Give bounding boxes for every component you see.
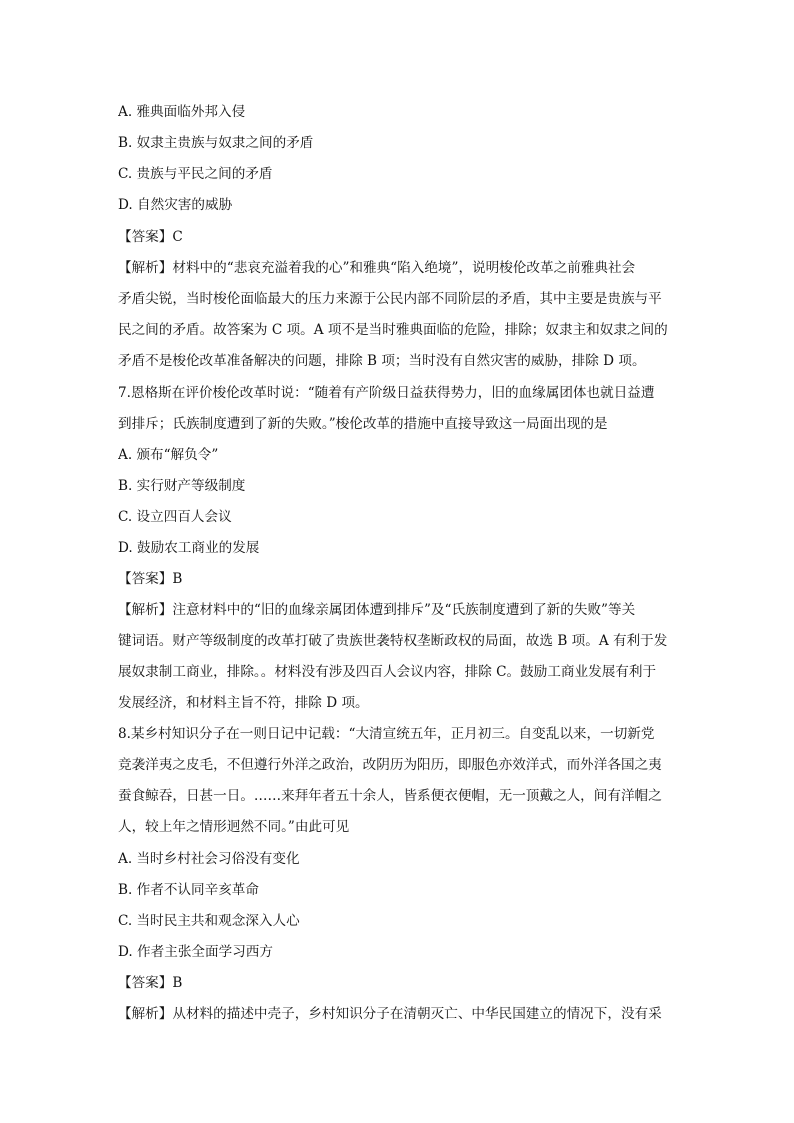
q8-answer: 【答案】B: [118, 975, 183, 991]
q7-analysis-line-2: 键词语。财产等级制度的改革打破了贵族世袭特权垄断政权的局面，故选 B 项。A 有利于发: [118, 633, 668, 649]
q6-option-c: C. 贵族与平民之间的矛盾: [118, 166, 273, 182]
q7-stem-line-1: 7.恩格斯在评价梭伦改革时说：“随着有产阶级日益获得势力，旧的血缘属团体也就日益遭: [118, 385, 655, 401]
q6-option-b: B. 奴隶主贵族与奴隶之间的矛盾: [118, 135, 314, 151]
q8-analysis-line-1: 【解析】从材料的描述中壳子，乡村知识分子在清朝灭亡、中华民国建立的情况下，没有采: [118, 1006, 662, 1022]
q8-option-c: C. 当时民主共和观念深入人心: [118, 913, 300, 929]
q8-option-a: A. 当时乡村社会习俗没有变化: [118, 851, 300, 867]
q7-option-b: B. 实行财产等级制度: [118, 478, 246, 494]
q8-stem-line-4: 人，较上年之情形迥然不同。”由此可见: [118, 819, 350, 835]
q8-stem-line-1: 8.某乡村知识分子在一则日记中记载：“大清宣统五年，正月初三。自变乱以来，一切新党: [118, 726, 655, 742]
q8-stem-line-2: 竞袭洋夷之皮毛，不但遵行外洋之政治，改阴历为阳历，即服色亦效洋式，而外洋各国之夷: [118, 757, 662, 773]
q6-option-a: A. 雅典面临外邦入侵: [118, 104, 246, 120]
q7-analysis-line-1: 【解析】注意材料中的“旧的血缘亲属团体遭到排斥”及“氏族制度遭到了新的失败”等关: [118, 602, 636, 618]
q6-analysis-line-2: 矛盾尖锐，当时梭伦面临最大的压力来源于公民内部不同阶层的矛盾，其中主要是贵族与平: [118, 291, 662, 307]
q7-option-a: A. 颁布“解负令”: [118, 447, 219, 463]
q8-option-d: D. 作者主张全面学习西方: [118, 944, 273, 960]
q7-answer: 【答案】B: [118, 571, 183, 587]
q6-option-d: D. 自然灾害的威胁: [118, 197, 233, 213]
q6-analysis-line-4: 矛盾不是梭伦改革准备解决的问题，排除 B 项；当时没有自然灾害的威胁，排除 D 项。: [118, 353, 646, 369]
q7-analysis-line-4: 发展经济，和材料主旨不符，排除 D 项。: [118, 695, 369, 711]
q7-option-c: C. 设立四百人会议: [118, 509, 232, 525]
q8-stem-line-3: 蚕食鲸吞，日甚一日。……来拜年者五十余人，皆系便衣便帽，无一顶戴之人，间有洋帽之: [118, 788, 662, 804]
q7-stem-line-2: 到排斥；氏族制度遭到了新的失败。”梭伦改革的措施中直接导致这一局面出现的是: [118, 416, 608, 432]
q7-option-d: D. 鼓励农工商业的发展: [118, 540, 260, 556]
q6-analysis-line-3: 民之间的矛盾。故答案为 C 项。A 项不是当时雅典面临的危险，排除；奴隶主和奴隶之间的: [118, 322, 668, 338]
q8-option-b: B. 作者不认同辛亥革命: [118, 882, 259, 898]
q6-answer: 【答案】C: [118, 229, 183, 245]
q6-analysis-line-1: 【解析】材料中的“悲哀充溢着我的心”和雅典“陷入绝境”，说明梭伦改革之前雅典社会: [118, 260, 636, 276]
q7-analysis-line-3: 展奴隶制工商业，排除。。材料没有涉及四百人会议内容，排除 C。鼓励工商业发展有利于: [118, 664, 657, 680]
